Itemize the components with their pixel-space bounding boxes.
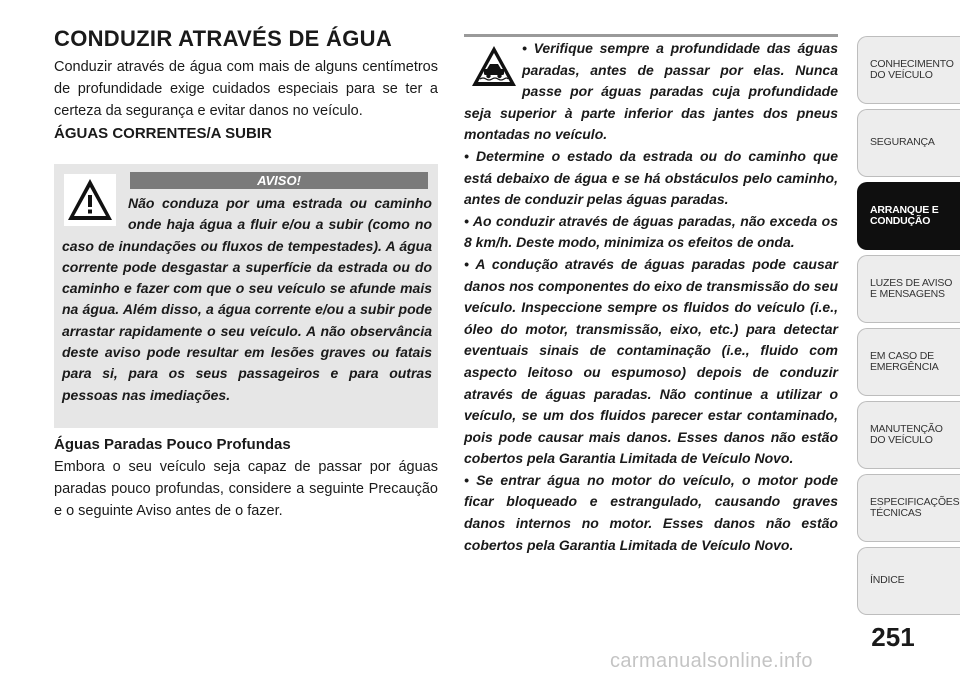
caution-bullet: • Ao conduzir através de águas paradas, não exceda os 8 km/h. Deste modo, minimiza os efeitos de onda. <box>464 212 838 251</box>
tab-especificacoes-tecnicas[interactable] <box>857 474 960 542</box>
caution-text <box>464 38 838 556</box>
tab-label: EM CASO DE EMERGÊNCIA <box>870 349 939 373</box>
tab-arranque-e-conducao[interactable] <box>857 182 960 250</box>
shallow-water-paragraph: Embora o seu veículo seja capaz de passar por águas paradas pouco profundas, considere a seguinte Precaução e o seguinte Aviso antes de o fazer. <box>54 459 438 519</box>
tab-label: LUZES DE AVISO E MENSAGENS <box>870 276 953 300</box>
intro-paragraph: Conduzir através de água com mais de alguns centímetros de profundidade exige cuidados especiais para se ter a certeza da segurança e evitar danos no veículo. <box>54 59 438 119</box>
tab-label: ÍNDICE <box>870 574 905 587</box>
caution-bullet: • A condução através de águas paradas pode causar danos nos componentes do eixo de transmissão do seu veículo. Inspeccione sempre os fluidos do veículo (i.e., óleo do motor, transmissão, eixo, etc.) para detectar eventuais sinais de contaminação (i.e., fluido com aspecto leitoso ou espumoso) depois de conduzir através de águas paradas. Não continue a utilizar o veículo, se um dos fluidos parecer estar contaminado, pois pode causar mais danos. Esses danos não estão cobertos pela Garantia Limitada de Veículo Novo. <box>464 255 838 467</box>
tab-label: SEGURANÇA <box>870 136 935 149</box>
tab-indice[interactable] <box>857 547 960 615</box>
tab-conhecimento-do-veiculo[interactable] <box>857 36 960 104</box>
caution-bullet: • Verifique sempre a profundidade das águas paradas, antes de passar por elas. Nunca passe por águas paradas cuja profundidade seja superior à parte inferior das jantes dos pneus montadas no veículo. <box>464 40 838 143</box>
caution-top-rule <box>464 34 838 37</box>
tab-label: MANUTENÇÃO DO VEÍCULO <box>870 422 943 446</box>
page-number: 251 <box>871 622 915 652</box>
watermark: carmanualsonline.info <box>610 650 813 672</box>
tab-label: ARRANQUE E CONDUÇÃO <box>870 203 939 227</box>
caution-bullet: • Determine o estado da estrada ou do caminho que está debaixo de água e se há obstáculos pelo caminho, antes de conduzir pelas águas paradas. <box>464 147 838 208</box>
warning-text-body: Não conduza por uma estrada ou caminho onde haja água a fluir e/ou a subir (como no caso de inundações ou fluxos de tempestades). A água corrente pode desgastar a superfície da estrada ou do caminho e fazer com que o seu veículo se afunde mais na água. Além disso, a água corrente e/ou a subir pode arrastar rapidamente o seu veículo. A não observância deste aviso pode resultar em lesões graves ou fatais para si, para os seus passageiros e para outras pessoas nas imediações. <box>62 195 432 403</box>
warning-header: AVISO! <box>130 172 428 189</box>
tab-seguranca[interactable] <box>857 109 960 177</box>
caution-column <box>464 34 838 604</box>
tab-label: ESPECIFICAÇÕES TÉCNICAS <box>870 495 960 519</box>
caution-bullet: • Se entrar água no motor do veículo, o motor pode ficar bloqueado e estrangulado, causando graves danos internos no motor. Esses danos não estão cobertos pela Garantia Limitada de Veículo Novo. <box>464 471 838 553</box>
section-heading-currents: ÁGUAS CORRENTES/A SUBIR <box>54 125 272 142</box>
tab-em-caso-de-emergencia[interactable] <box>857 328 960 396</box>
tab-luzes-de-aviso[interactable] <box>857 255 960 323</box>
tab-label: CONHECIMENTO DO VEÍCULO <box>870 57 954 81</box>
warning-box <box>54 164 438 428</box>
section-heading-shallow: Águas Paradas Pouco Profundas <box>54 436 291 453</box>
warning-text <box>62 193 432 406</box>
page-title: CONDUZIR ATRAVÉS DE ÁGUA <box>54 26 393 51</box>
tab-manutencao-do-veiculo[interactable] <box>857 401 960 469</box>
